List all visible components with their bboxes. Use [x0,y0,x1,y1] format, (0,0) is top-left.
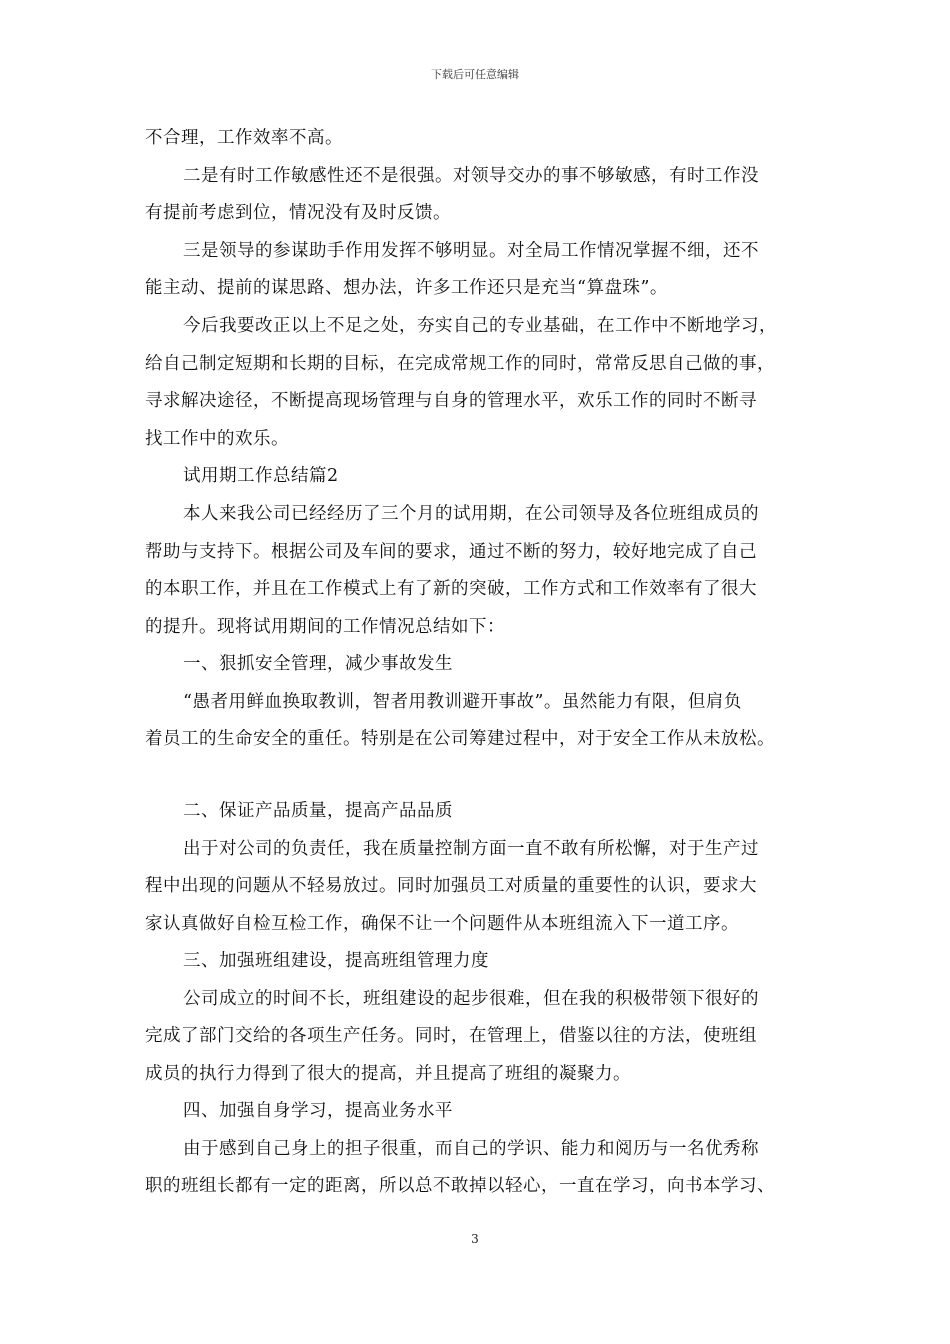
text-line: 的本职工作，并且在工作模式上有了新的突破，工作方式和工作效率有了很大 [145,579,757,599]
section-heading: 三、加强班组建设，提高班组管理力度 [183,951,489,971]
text-line: 职的班组长都有一定的距离，所以总不敢掉以轻心，一直在学习，向书本学习、 [145,1176,775,1196]
text-line: 帮助与支持下。根据公司及车间的要求，通过不断的努力，较好地完成了自己 [145,542,757,562]
text-line: 成员的执行力得到了很大的提高，并且提高了班组的凝聚力。 [145,1064,631,1084]
page-number: 3 [471,1232,479,1246]
text-line: 出于对公司的负责任，我在质量控制方面一直不敢有所松懈，对于生产过 [183,839,759,859]
text-line: 找工作中的欢乐。 [145,429,289,449]
text-line: 的提升。现将试用期间的工作情况总结如下： [145,617,505,637]
section-heading: 一、狠抓安全管理，减少事故发生 [183,654,453,674]
text-line: “愚者用鲜血换取教训，智者用教训避开事故”。虽然能力有限，但肩负 [183,692,742,712]
text-line: 完成了部门交给的各项生产任务。同时，在管理上，借鉴以往的方法，使班组 [145,1026,757,1046]
page-header: 下载后可任意编辑 [431,68,519,81]
text-line: 程中出现的问题从不轻易放过。同时加强员工对质量的重要性的认识，要求大 [145,876,757,896]
text-line: 公司成立的时间不长，班组建设的起步很难，但在我的积极带领下很好的 [183,989,759,1009]
section-heading: 试用期工作总结篇2 [183,466,339,486]
text-line: 有提前考虑到位，情况没有及时反馈。 [145,203,451,223]
section-heading: 二、保证产品质量，提高产品品质 [183,801,453,821]
text-line: 家认真做好自检互检工作，确保不让一个问题件从本班组流入下一道工序。 [145,914,739,934]
text-line: 能主动、提前的谋思路、想办法，许多工作还只是充当“算盘珠”。 [145,278,668,298]
text-line: 二是有时工作敏感性还不是很强。对领导交办的事不够敏感，有时工作没 [183,166,759,186]
text-line: 着员工的生命安全的重任。特别是在公司筹建过程中，对于安全工作从未放松。 [145,729,775,749]
text-line: 由于感到自己身上的担子很重，而自己的学识、能力和阅历与一名优秀称 [183,1139,759,1159]
text-line: 给自己制定短期和长期的目标，在完成常规工作的同时，常常反思自己做的事， [145,354,775,374]
text-line: 寻求解决途径，不断提高现场管理与自身的管理水平，欢乐工作的同时不断寻 [145,391,757,411]
text-line: 本人来我公司已经经历了三个月的试用期，在公司领导及各位班组成员的 [183,504,759,524]
section-heading: 四、加强自身学习，提高业务水平 [183,1101,453,1121]
text-line: 不合理，工作效率不高。 [145,128,343,148]
text-line: 三是领导的参谋助手作用发挥不够明显。对全局工作情况掌握不细，还不 [183,241,759,261]
text-line: 今后我要改正以上不足之处，夯实自己的专业基础，在工作中不断地学习， [183,316,777,336]
